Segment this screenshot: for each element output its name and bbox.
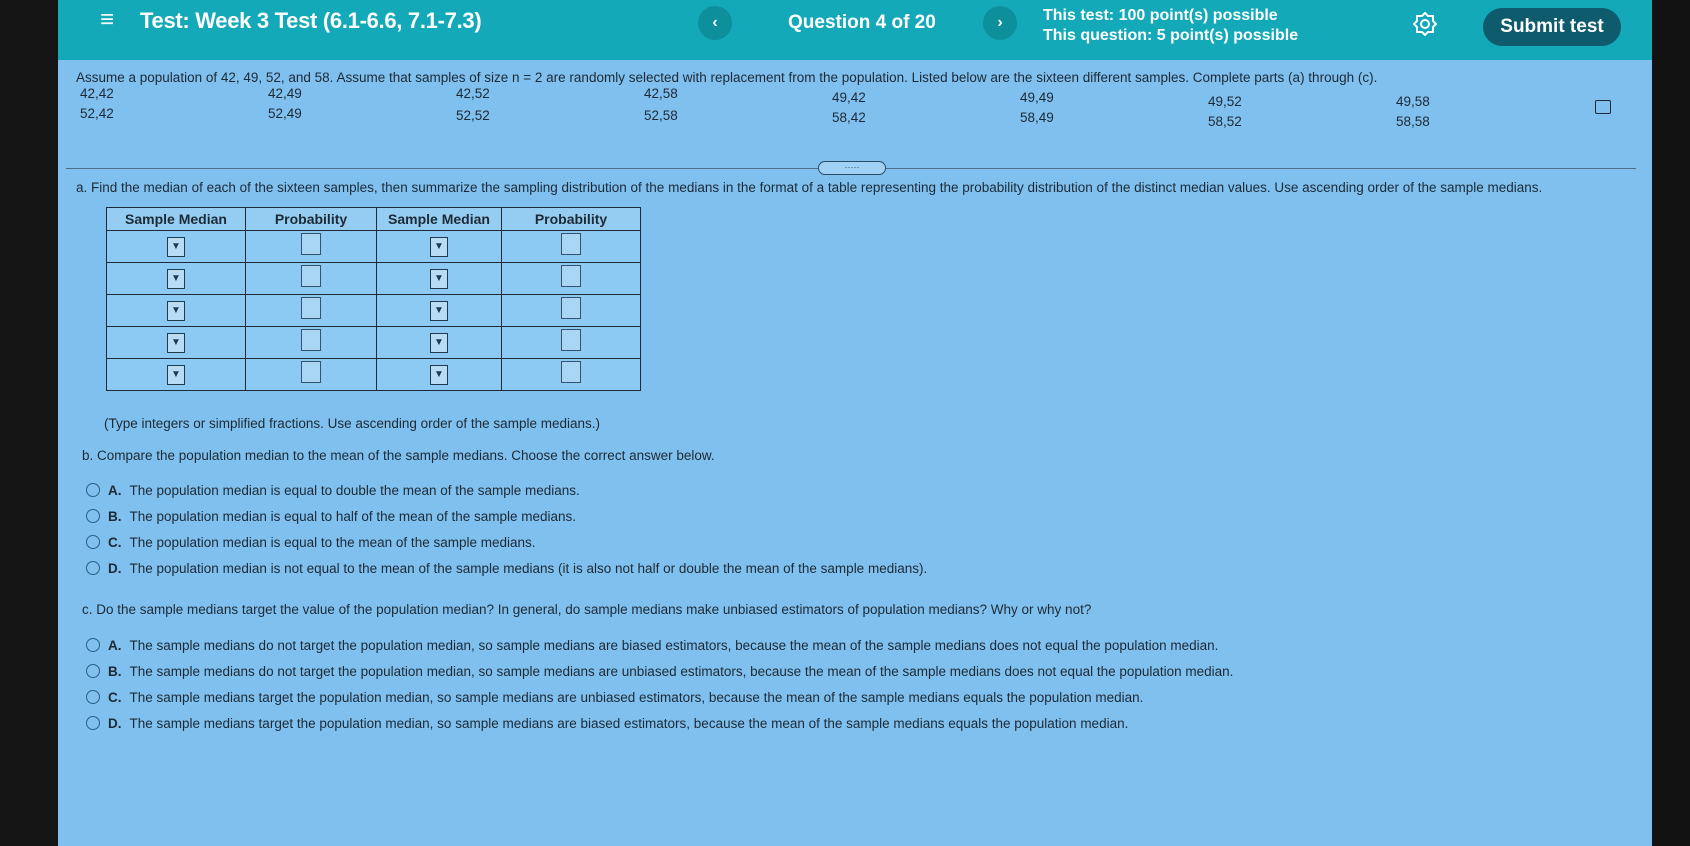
radio-button-icon[interactable] (86, 716, 100, 730)
menu-icon[interactable]: ≡ (100, 6, 115, 33)
table-header: Probability (246, 208, 377, 231)
points-info (1043, 6, 1298, 46)
part-c-prompt: c. Do the sample medians target the value of the population median? In general, do sample medians make unbiased estimators of population medians? Why or why not? (82, 602, 1092, 617)
part-b-option-d[interactable] (86, 561, 927, 576)
sample-median-dropdown[interactable]: ▼ (430, 365, 448, 385)
option-letter: A. (108, 638, 122, 653)
sample-item: 42,49 (268, 86, 302, 101)
test-points: This test: 100 point(s) possible (1043, 7, 1278, 24)
part-b-option-b[interactable] (86, 509, 576, 524)
sample-item: 49,52 (1208, 94, 1242, 109)
table-header: Probability (502, 208, 641, 231)
option-text: The sample medians do not target the population median, so sample medians are unbiased estimators, because the mean of the sample medians does not equal the population median. (129, 664, 1234, 679)
option-text: The population median is not equal to the mean of the sample medians (it is also not half or double the mean of the sample medians). (129, 561, 928, 576)
radio-button-icon[interactable] (86, 535, 100, 549)
sample-item: 49,42 (832, 90, 866, 105)
sample-item: 49,49 (1020, 90, 1054, 105)
median-distribution-table (106, 207, 641, 391)
sample-item: 58,49 (1020, 110, 1054, 125)
probability-input[interactable] (561, 297, 581, 319)
probability-input[interactable] (301, 297, 321, 319)
submit-test-button[interactable]: Submit test (1483, 8, 1621, 46)
option-letter: B. (108, 509, 122, 524)
option-text: The sample medians do not target the population median, so sample medians are biased estimators, because the mean of the sample medians does not equal the population median. (129, 638, 1219, 653)
option-text: The population median is equal to the mean of the sample medians. (129, 535, 536, 550)
samples-list (80, 86, 1580, 136)
sample-item: 58,58 (1396, 114, 1430, 129)
radio-button-icon[interactable] (86, 509, 100, 523)
question-points: This question: 5 point(s) possible (1043, 27, 1299, 44)
option-letter: A. (108, 483, 122, 498)
question-content (58, 60, 1652, 846)
sample-median-dropdown[interactable]: ▼ (167, 365, 185, 385)
question-counter: Question 4 of 20 (788, 12, 936, 33)
problem-intro: Assume a population of 42, 49, 52, and 58. Assume that samples of size n = 2 are randomly selected with replacement from the population. Listed below are the sixteen different samples. Complete parts (a) through (c). (76, 70, 1378, 85)
probability-input[interactable] (301, 329, 321, 351)
option-text: The population median is equal to double the mean of the sample medians. (129, 483, 580, 498)
table-row (107, 231, 641, 263)
sample-item: 42,52 (456, 86, 490, 101)
previous-question-button[interactable] (698, 6, 732, 40)
sample-item: 42,42 (80, 86, 114, 101)
next-question-button[interactable] (983, 6, 1017, 40)
sample-item: 58,52 (1208, 114, 1242, 129)
sample-item: 52,42 (80, 106, 114, 121)
option-letter: C. (108, 535, 122, 550)
radio-button-icon[interactable] (86, 483, 100, 497)
sample-median-dropdown[interactable]: ▼ (430, 269, 448, 289)
sample-median-dropdown[interactable]: ▼ (167, 301, 185, 321)
radio-button-icon[interactable] (86, 638, 100, 652)
part-c-option-b[interactable] (86, 664, 1233, 679)
table-row (107, 295, 641, 327)
radio-button-icon[interactable] (86, 561, 100, 575)
table-row (107, 327, 641, 359)
sample-item: 52,49 (268, 106, 302, 121)
sample-item: 58,42 (832, 110, 866, 125)
copy-data-icon[interactable] (1595, 100, 1611, 114)
option-text: The population median is equal to half of the mean of the sample medians. (129, 509, 577, 524)
option-text: The sample medians target the population median, so sample medians are biased estimators, because the mean of the sample medians equals the population median. (129, 716, 1129, 731)
resize-handle[interactable]: ····· (818, 161, 886, 175)
test-title: Test: Week 3 Test (6.1-6.6, 7.1-7.3) (140, 8, 482, 33)
sample-item: 52,58 (644, 108, 678, 123)
table-row (107, 359, 641, 391)
option-letter: C. (108, 690, 122, 705)
part-a-prompt: a. Find the median of each of the sixteen samples, then summarize the sampling distribution of the medians in the format of a table representing the probability distribution of the distinct median values. Use ascending order of the sample medians. (76, 180, 1543, 195)
probability-input[interactable] (561, 233, 581, 255)
probability-input[interactable] (561, 329, 581, 351)
browser-screen (58, 0, 1652, 846)
probability-input[interactable] (301, 361, 321, 383)
sample-item: 42,58 (644, 86, 678, 101)
option-letter: D. (108, 716, 122, 731)
part-b-option-a[interactable] (86, 483, 580, 498)
option-letter: D. (108, 561, 122, 576)
answer-format-note: (Type integers or simplified fractions. Use ascending order of the sample medians.) (104, 416, 600, 431)
sample-median-dropdown[interactable]: ▼ (430, 333, 448, 353)
probability-input[interactable] (301, 233, 321, 255)
test-header-bar (58, 0, 1652, 60)
part-c-option-c[interactable] (86, 690, 1143, 705)
sample-median-dropdown[interactable]: ▼ (167, 237, 185, 257)
table-row (107, 263, 641, 295)
sample-median-dropdown[interactable]: ▼ (167, 333, 185, 353)
settings-gear-icon[interactable] (1413, 12, 1437, 36)
option-letter: B. (108, 664, 122, 679)
table-header: Sample Median (377, 208, 502, 231)
probability-input[interactable] (561, 361, 581, 383)
part-b-prompt: b. Compare the population median to the mean of the sample medians. Choose the correct answer below. (82, 448, 715, 463)
option-text: The sample medians target the population median, so sample medians are unbiased estimators, because the mean of the sample medians equals the population median. (129, 690, 1144, 705)
table-header: Sample Median (107, 208, 246, 231)
part-c-option-d[interactable] (86, 716, 1128, 731)
probability-input[interactable] (561, 265, 581, 287)
chevron-left-icon: ‹ (712, 14, 718, 31)
chevron-right-icon: › (997, 14, 1003, 31)
probability-input[interactable] (301, 265, 321, 287)
radio-button-icon[interactable] (86, 690, 100, 704)
part-c-option-a[interactable] (86, 638, 1218, 653)
sample-item: 52,52 (456, 108, 490, 123)
sample-median-dropdown[interactable]: ▼ (430, 301, 448, 321)
sample-item: 49,58 (1396, 94, 1430, 109)
part-b-option-c[interactable] (86, 535, 536, 550)
sample-median-dropdown[interactable]: ▼ (167, 269, 185, 289)
sample-median-dropdown[interactable]: ▼ (430, 237, 448, 257)
radio-button-icon[interactable] (86, 664, 100, 678)
